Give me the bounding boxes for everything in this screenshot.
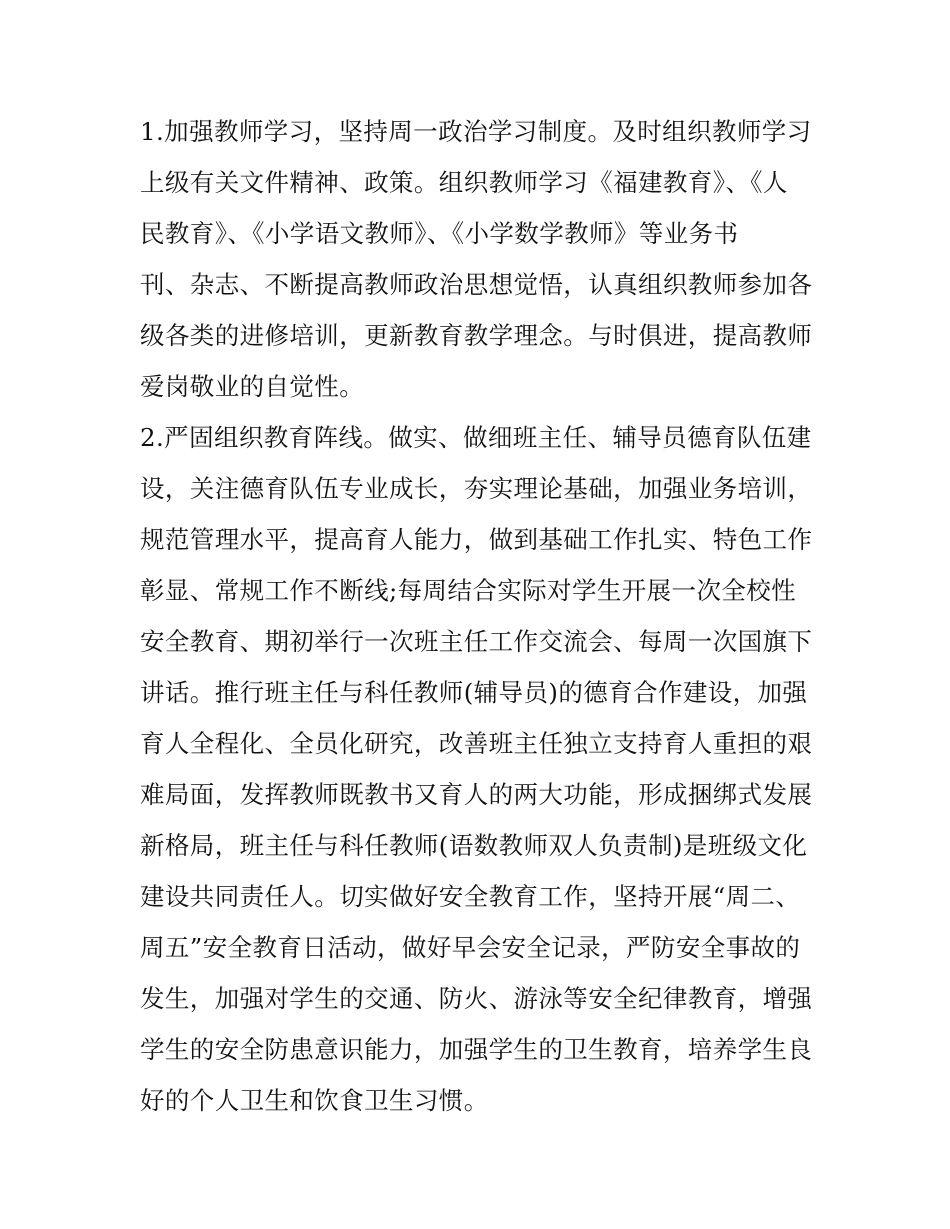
text-line: 周五”安全教育日活动，做好早会安全记录，严防安全事故的 bbox=[140, 933, 801, 962]
paragraph-2 bbox=[140, 412, 820, 1126]
document-body bbox=[140, 106, 820, 1126]
text-line: 育人全程化、全员化研究，改善班主任独立支持育人重担的艰 bbox=[140, 729, 813, 758]
text-line: 难局面，发挥教师既教书又育人的两大功能，形成捆绑式发展 bbox=[140, 780, 813, 809]
text-line: 建设共同责任人。切实做好安全教育工作，坚持开展“周二、 bbox=[140, 882, 801, 911]
text-line: 规范管理水平，提高育人能力，做到基础工作扎实、特色工作 bbox=[140, 525, 813, 554]
text-line: 学生的安全防患意识能力，加强学生的卫生教育，培养学生良 bbox=[140, 1035, 813, 1064]
paragraph-1 bbox=[140, 106, 820, 412]
text-line: 好的个人卫生和饮食卫生习惯。 bbox=[140, 1086, 489, 1115]
text-line: 设，关注德育队伍专业成长，夯实理论基础，加强业务培训， bbox=[140, 474, 813, 503]
text-line: 2.严固组织教育阵线。做实、做细班主任、辅导员德育队伍建 bbox=[140, 423, 812, 452]
text-line: 讲话。推行班主任与科任教师(辅导员)的德育合作建设，加强 bbox=[140, 678, 808, 707]
text-line: 级各类的进修培训，更新教育教学理念。与时俱进，提高教师 bbox=[140, 321, 813, 350]
text-line: 发生，加强对学生的交通、防火、游泳等安全纪律教育，增强 bbox=[140, 984, 813, 1013]
text-line: 彰显、常规工作不断线;每周结合实际对学生开展一次全校性 bbox=[140, 576, 797, 605]
text-line: 刊、杂志、不断提高教师政治思想觉悟，认真组织教师参加各 bbox=[140, 270, 813, 299]
text-line: 爱岗敬业的自觉性。 bbox=[140, 372, 365, 401]
text-line: 新格局，班主任与科任教师(语数教师双人负责制)是班级文化 bbox=[140, 831, 808, 860]
text-line: 上级有关文件精神、政策。组织教师学习《福建教育》、《人 bbox=[140, 168, 788, 197]
text-line: 1.加强教师学习，坚持周一政治学习制度。及时组织教师学习 bbox=[140, 117, 812, 146]
text-line: 民教育》、《小学语文教师》、《小学数学教师》等业务书 bbox=[140, 219, 739, 248]
text-line: 安全教育、期初举行一次班主任工作交流会、每周一次国旗下 bbox=[140, 627, 813, 656]
